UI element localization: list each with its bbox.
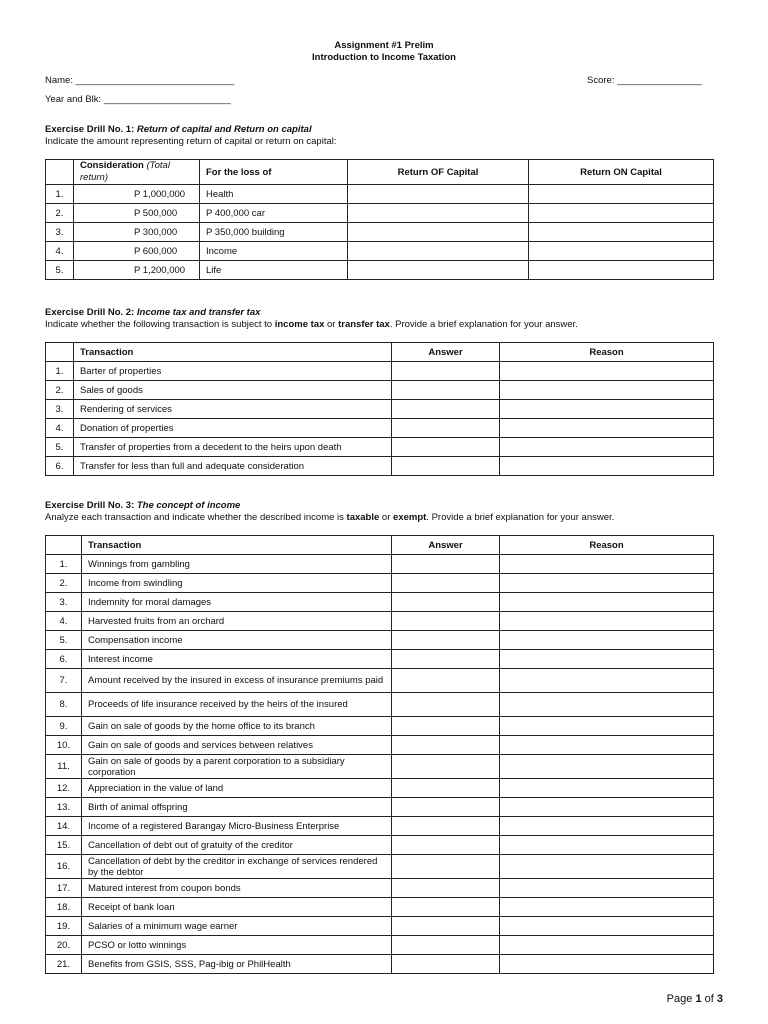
return-on-capital-cell[interactable]	[529, 223, 714, 242]
drill3-table	[45, 535, 714, 974]
consideration-amount: P 600,000	[74, 242, 200, 261]
loss-item: Income	[200, 242, 348, 261]
drill3-row	[46, 855, 714, 879]
answer-cell[interactable]	[392, 717, 500, 736]
drill2-instruction: Indicate whether the following transaction is subject to income tax or transfer tax. Provide a brief explanation for your answer.	[45, 319, 578, 330]
transaction-text: Receipt of bank loan	[82, 898, 392, 917]
drill3-heading	[45, 500, 240, 511]
loss-item: P 400,000 car	[200, 204, 348, 223]
transaction-text: Amount received by the insured in excess of insurance premiums paid	[82, 669, 392, 693]
drill2-row	[46, 362, 714, 381]
drill2-heading	[45, 307, 260, 318]
answer-cell[interactable]	[392, 755, 500, 779]
reason-cell[interactable]	[500, 898, 714, 917]
reason-cell[interactable]	[500, 779, 714, 798]
row-number: 11.	[46, 755, 82, 779]
transaction-text: PCSO or lotto winnings	[82, 936, 392, 955]
transaction-text: Harvested fruits from an orchard	[82, 612, 392, 631]
transaction-text: Gain on sale of goods by the home office to its branch	[82, 717, 392, 736]
reason-cell[interactable]	[500, 438, 714, 457]
drill3-row	[46, 779, 714, 798]
row-number: 3.	[46, 223, 74, 242]
row-number: 5.	[46, 261, 74, 280]
loss-item: P 350,000 building	[200, 223, 348, 242]
drill2-header-row	[46, 343, 714, 362]
drill3-row	[46, 917, 714, 936]
row-number: 5.	[46, 631, 82, 650]
drill1-row	[46, 185, 714, 204]
transaction-text: Salaries of a minimum wage earner	[82, 917, 392, 936]
drill1-instruction: Indicate the amount representing return of capital or return on capital:	[45, 136, 337, 147]
drill3-row	[46, 936, 714, 955]
answer-cell[interactable]	[392, 936, 500, 955]
score-blank: ________________	[617, 75, 702, 86]
drill2-row	[46, 400, 714, 419]
row-number: 8.	[46, 693, 82, 717]
reason-cell[interactable]	[500, 631, 714, 650]
reason-cell[interactable]	[500, 555, 714, 574]
answer-cell[interactable]	[392, 898, 500, 917]
drill3-row	[46, 669, 714, 693]
transaction-text: Benefits from GSIS, SSS, Pag-ibig or PhilHealth	[82, 955, 392, 974]
year-block-field[interactable]	[45, 94, 231, 105]
answer-cell[interactable]	[392, 574, 500, 593]
answer-cell[interactable]	[392, 400, 500, 419]
drill2-col-reason: Reason	[500, 343, 714, 362]
transaction-text: Donation of properties	[74, 419, 392, 438]
drill3-heading-topic: The concept of income	[136, 500, 241, 511]
return-on-capital-cell[interactable]	[529, 185, 714, 204]
transaction-text: Cancellation of debt by the creditor in exchange of services rendered by the debtor	[82, 855, 392, 879]
row-number: 13.	[46, 798, 82, 817]
reason-cell[interactable]	[500, 381, 714, 400]
reason-cell[interactable]	[500, 693, 714, 717]
row-number: 1.	[46, 185, 74, 204]
answer-cell[interactable]	[392, 798, 500, 817]
name-label: Name:	[45, 75, 73, 86]
drill1-row	[46, 204, 714, 223]
return-of-capital-cell[interactable]	[348, 223, 529, 242]
consideration-amount: P 500,000	[74, 204, 200, 223]
drill2-row	[46, 438, 714, 457]
drill3-row	[46, 798, 714, 817]
loss-item: Life	[200, 261, 348, 280]
row-number: 3.	[46, 593, 82, 612]
answer-cell[interactable]	[392, 855, 500, 879]
drill2-heading-topic: Income tax and transfer tax	[136, 307, 261, 318]
answer-cell[interactable]	[392, 650, 500, 669]
return-of-capital-cell[interactable]	[348, 261, 529, 280]
row-number: 4.	[46, 242, 74, 261]
drill1-table	[45, 159, 714, 280]
drill3-col-transaction: Transaction	[82, 536, 392, 555]
row-number: 3.	[46, 400, 74, 419]
drill3-row	[46, 574, 714, 593]
transaction-text: Interest income	[82, 650, 392, 669]
score-label: Score:	[587, 75, 615, 86]
reason-cell[interactable]	[500, 755, 714, 779]
row-number: 10.	[46, 736, 82, 755]
page-number: Page 1 of 3	[666, 993, 723, 1005]
drill3-row	[46, 836, 714, 855]
consideration-amount: P 1,000,000	[74, 185, 200, 204]
row-number: 9.	[46, 717, 82, 736]
reason-cell[interactable]	[500, 817, 714, 836]
reason-cell[interactable]	[500, 362, 714, 381]
transaction-text: Income from swindling	[82, 574, 392, 593]
reason-cell[interactable]	[500, 612, 714, 631]
answer-cell[interactable]	[392, 836, 500, 855]
drill1-row	[46, 223, 714, 242]
row-number: 20.	[46, 936, 82, 955]
drill2-col-answer: Answer	[392, 343, 500, 362]
row-number: 1.	[46, 362, 74, 381]
drill1-col-loss: For the loss of	[200, 160, 348, 185]
drill1-col-return-on: Return ON Capital	[529, 160, 714, 185]
drill3-row	[46, 817, 714, 836]
return-of-capital-cell[interactable]	[348, 204, 529, 223]
transaction-text: Barter of properties	[74, 362, 392, 381]
row-number: 17.	[46, 879, 82, 898]
transaction-text: Proceeds of life insurance received by the heirs of the insured	[82, 693, 392, 717]
reason-cell[interactable]	[500, 457, 714, 476]
transaction-text: Rendering of services	[74, 400, 392, 419]
row-number: 1.	[46, 555, 82, 574]
score-field[interactable]	[587, 75, 702, 86]
drill1-col-consideration: Consideration (Total return)	[74, 160, 200, 185]
answer-cell[interactable]	[392, 419, 500, 438]
consideration-amount: P 1,200,000	[74, 261, 200, 280]
drill1-row	[46, 261, 714, 280]
drill1-heading-number: Exercise Drill No. 1:	[45, 124, 135, 135]
row-number: 5.	[46, 438, 74, 457]
return-on-capital-cell[interactable]	[529, 242, 714, 261]
transaction-text: Transfer for less than full and adequate consideration	[74, 457, 392, 476]
name-blank: ______________________________	[75, 75, 235, 86]
answer-cell[interactable]	[392, 817, 500, 836]
drill3-row	[46, 955, 714, 974]
answer-cell[interactable]	[392, 612, 500, 631]
row-number: 12.	[46, 779, 82, 798]
transaction-text: Indemnity for moral damages	[82, 593, 392, 612]
drill1-col-return-of: Return OF Capital	[348, 160, 529, 185]
reason-cell[interactable]	[500, 879, 714, 898]
reason-cell[interactable]	[500, 419, 714, 438]
reason-cell[interactable]	[500, 736, 714, 755]
answer-cell[interactable]	[392, 879, 500, 898]
answer-cell[interactable]	[392, 381, 500, 400]
drill1-col-num	[46, 160, 74, 185]
transaction-text: Matured interest from coupon bonds	[82, 879, 392, 898]
row-number: 4.	[46, 419, 74, 438]
consideration-amount: P 300,000	[74, 223, 200, 242]
drill3-col-reason: Reason	[500, 536, 714, 555]
drill3-row	[46, 736, 714, 755]
drill3-col-answer: Answer	[392, 536, 500, 555]
answer-cell[interactable]	[392, 917, 500, 936]
drill2-heading-number: Exercise Drill No. 2:	[45, 307, 135, 318]
course-title: Introduction to Income Taxation	[312, 52, 456, 63]
row-number: 16.	[46, 855, 82, 879]
row-number: 6.	[46, 457, 74, 476]
drill3-header-row	[46, 536, 714, 555]
drill3-row	[46, 717, 714, 736]
reason-cell[interactable]	[500, 798, 714, 817]
drill3-row	[46, 593, 714, 612]
drill3-col-num	[46, 536, 82, 555]
answer-cell[interactable]	[392, 669, 500, 693]
drill2-row	[46, 457, 714, 476]
drill2-row	[46, 419, 714, 438]
reason-cell[interactable]	[500, 650, 714, 669]
year-block-label: Year and Blk:	[45, 94, 102, 105]
drill2-col-num	[46, 343, 74, 362]
reason-cell[interactable]	[500, 669, 714, 693]
transaction-text: Compensation income	[82, 631, 392, 650]
transaction-text: Cancellation of debt out of gratuity of the creditor	[82, 836, 392, 855]
transaction-text: Appreciation in the value of land	[82, 779, 392, 798]
drill1-heading-topic: Return of capital and Return on capital	[136, 124, 312, 135]
drill2-table	[45, 342, 714, 476]
name-field[interactable]	[45, 75, 234, 86]
drill1-header-row	[46, 160, 714, 185]
transaction-text: Gain on sale of goods and services between relatives	[82, 736, 392, 755]
drill3-row	[46, 879, 714, 898]
drill1-heading	[45, 124, 312, 135]
row-number: 4.	[46, 612, 82, 631]
drill3-row	[46, 898, 714, 917]
drill3-row	[46, 650, 714, 669]
drill2-col-transaction: Transaction	[74, 343, 392, 362]
answer-cell[interactable]	[392, 693, 500, 717]
reason-cell[interactable]	[500, 936, 714, 955]
transaction-text: Sales of goods	[74, 381, 392, 400]
answer-cell[interactable]	[392, 779, 500, 798]
reason-cell[interactable]	[500, 855, 714, 879]
assignment-title: Assignment #1 Prelim	[334, 40, 434, 51]
transaction-text: Income of a registered Barangay Micro-Business Enterprise	[82, 817, 392, 836]
row-number: 7.	[46, 669, 82, 693]
answer-cell[interactable]	[392, 593, 500, 612]
answer-cell[interactable]	[392, 955, 500, 974]
reason-cell[interactable]	[500, 400, 714, 419]
transaction-text: Winnings from gambling	[82, 555, 392, 574]
transaction-text: Birth of animal offspring	[82, 798, 392, 817]
return-of-capital-cell[interactable]	[348, 242, 529, 261]
drill3-row	[46, 631, 714, 650]
row-number: 2.	[46, 381, 74, 400]
return-on-capital-cell[interactable]	[529, 261, 714, 280]
return-of-capital-cell[interactable]	[348, 185, 529, 204]
reason-cell[interactable]	[500, 574, 714, 593]
loss-item: Health	[200, 185, 348, 204]
reason-cell[interactable]	[500, 593, 714, 612]
answer-cell[interactable]	[392, 438, 500, 457]
drill3-row	[46, 755, 714, 779]
reason-cell[interactable]	[500, 836, 714, 855]
reason-cell[interactable]	[500, 955, 714, 974]
row-number: 19.	[46, 917, 82, 936]
transaction-text: Gain on sale of goods by a parent corporation to a subsidiary corporation	[82, 755, 392, 779]
drill3-row	[46, 555, 714, 574]
row-number: 6.	[46, 650, 82, 669]
row-number: 2.	[46, 574, 82, 593]
year-block-blank: ________________________	[103, 94, 231, 105]
drill3-row	[46, 612, 714, 631]
row-number: 15.	[46, 836, 82, 855]
drill3-instruction: Analyze each transaction and indicate whether the described income is taxable or exempt. Provide a brief explanation for your answer.	[45, 512, 615, 523]
answer-cell[interactable]	[392, 736, 500, 755]
drill3-row	[46, 693, 714, 717]
row-number: 2.	[46, 204, 74, 223]
row-number: 14.	[46, 817, 82, 836]
transaction-text: Transfer of properties from a decedent to the heirs upon death	[74, 438, 392, 457]
row-number: 21.	[46, 955, 82, 974]
reason-cell[interactable]	[500, 917, 714, 936]
drill3-heading-number: Exercise Drill No. 3:	[45, 500, 135, 511]
row-number: 18.	[46, 898, 82, 917]
answer-cell[interactable]	[392, 457, 500, 476]
reason-cell[interactable]	[500, 717, 714, 736]
answer-cell[interactable]	[392, 555, 500, 574]
answer-cell[interactable]	[392, 362, 500, 381]
answer-cell[interactable]	[392, 631, 500, 650]
drill1-row	[46, 242, 714, 261]
drill2-row	[46, 381, 714, 400]
return-on-capital-cell[interactable]	[529, 204, 714, 223]
